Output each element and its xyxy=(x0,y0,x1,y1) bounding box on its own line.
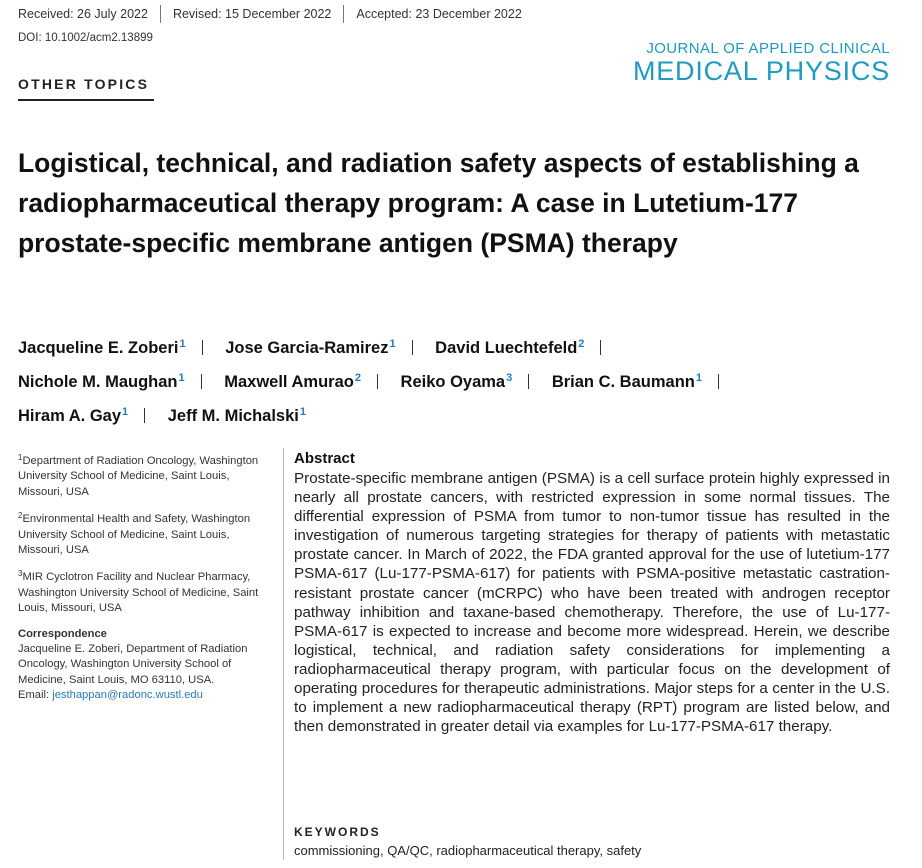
journal-name-line2: MEDICAL PHYSICS xyxy=(632,56,890,86)
affiliation xyxy=(18,450,273,500)
keywords-heading: KEYWORDS xyxy=(294,825,381,839)
correspondence-heading: Correspondence xyxy=(18,627,107,640)
author-affiliation-ref[interactable]: 1 xyxy=(695,372,702,384)
date-separator xyxy=(160,5,161,23)
author-affiliation-ref[interactable]: 1 xyxy=(389,338,396,350)
article-title: Logistical, technical, and radiation safety aspects of establishing a radiopharmaceutical therapy program: A case in Lutetium-177 prostate-specific membrane antigen (PSMA) therapy xyxy=(18,148,859,258)
revised-date: Revised: 15 December 2022 xyxy=(172,7,332,21)
author[interactable] xyxy=(435,339,584,357)
author-affiliation-ref[interactable]: 1 xyxy=(178,372,185,384)
author[interactable] xyxy=(18,339,186,357)
author-separator xyxy=(144,408,145,423)
author-name: Brian C. Baumann xyxy=(551,373,695,391)
author-affiliation-ref[interactable]: 2 xyxy=(354,372,361,384)
author[interactable] xyxy=(168,407,306,425)
affiliation-text: Environmental Health and Safety, Washington University School of Medicine, Saint Louis, Missouri, USA xyxy=(18,513,251,557)
journal-name-line1: JOURNAL OF APPLIED CLINICAL xyxy=(646,40,890,57)
author-separator xyxy=(377,374,378,389)
author[interactable] xyxy=(552,373,702,391)
author-affiliation-ref[interactable]: 2 xyxy=(578,338,585,350)
author-affiliation-ref[interactable]: 3 xyxy=(506,372,513,384)
section-label: OTHER TOPICS xyxy=(18,76,150,92)
author-separator xyxy=(412,340,413,355)
affiliation-text: MIR Cyclotron Facility and Nuclear Pharmacy, Washington University School of Medicine, Saint Louis, Missouri, USA xyxy=(18,571,259,615)
author-name: Jacqueline E. Zoberi xyxy=(18,339,179,357)
author-separator xyxy=(718,374,719,389)
author-name: Jose Garcia-Ramirez xyxy=(225,339,389,357)
affiliation-number: 1 xyxy=(18,453,23,462)
section-underline xyxy=(18,99,154,101)
author[interactable] xyxy=(18,407,128,425)
author-separator xyxy=(600,340,601,355)
email-label: Email: xyxy=(18,689,50,702)
author-name: David Luechtefeld xyxy=(435,339,578,357)
abstract-text: Prostate-specific membrane antigen (PSMA) is a cell surface protein highly expressed in nearly all prostate cancers, with restricted expression in some normal tissues. The differential expression of PSMA from tumor to non-tumor tissue has resulted in the investigation of numerous targeting strategies for therapy of patients with metastatic prostate cancer. In March of 2022, the FDA granted approval for the use of lutetium-177 PSMA-617 (Lu-177-PSMA-617) for patients with PSMA-positive metastatic castration-resistant prostate cancer (mCRPC) who have been treated with androgen receptor pathway inhibition and taxane-based chemotherapy. Therefore, the use of Lu-177-PSMA-617 is expected to increase and become more widespread. Herein, we describe logistical, technical, and radiation safety considerations for implementing a radiopharmaceutical therapy program, with particular focus on the development of operating procedures for therapeutic administrations. Major steps for a center in the U.S. to implement a new radiopharmaceutical therapy (RPT) program are listed below, and then demonstrated in greater detail via examples for Lu-177-PSMA-617 therapy. xyxy=(294,470,890,736)
author-name: Maxwell Amurao xyxy=(224,373,354,391)
keywords-text: commissioning, QA/QC, radiopharmaceutical therapy, safety xyxy=(294,843,642,858)
author-affiliation-ref[interactable]: 1 xyxy=(122,406,129,418)
author-separator xyxy=(528,374,529,389)
author[interactable] xyxy=(18,373,185,391)
column-divider xyxy=(283,448,284,860)
email-link[interactable]: jesthappan@radonc.wustl.edu xyxy=(52,689,203,702)
author-separator xyxy=(201,374,202,389)
abstract-heading: Abstract xyxy=(294,450,355,467)
correspondence-address: Jacqueline E. Zoberi, Department of Radiation Oncology, Washington University School of Medicine, Saint Louis, MO 63110, USA. xyxy=(18,643,248,686)
author[interactable] xyxy=(225,339,395,357)
author-name: Jeff M. Michalski xyxy=(167,407,299,425)
author-name: Reiko Oyama xyxy=(400,373,506,391)
affiliation-number: 3 xyxy=(18,569,23,579)
doi: DOI: 10.1002/acm2.13899 xyxy=(18,32,153,44)
correspondence-email-line xyxy=(18,688,273,703)
author-separator xyxy=(202,340,203,355)
article-dates xyxy=(18,5,522,23)
affiliation xyxy=(18,566,273,616)
affiliation-text: Department of Radiation Oncology, Washington University School of Medicine, Saint Louis, Missouri, USA xyxy=(18,455,259,498)
author-affiliation-ref[interactable]: 1 xyxy=(299,406,306,418)
author-name: Hiram A. Gay xyxy=(18,407,122,425)
author[interactable] xyxy=(401,373,513,391)
author-list xyxy=(18,329,898,431)
date-separator xyxy=(343,5,344,23)
author-affiliation-ref[interactable]: 1 xyxy=(179,338,186,350)
author[interactable] xyxy=(224,373,361,391)
received-date: Received: 26 July 2022 xyxy=(18,7,148,21)
author-name: Nichole M. Maughan xyxy=(18,373,178,391)
journal-logo xyxy=(633,40,890,85)
affiliations-column xyxy=(18,450,273,704)
accepted-date: Accepted: 23 December 2022 xyxy=(356,7,522,21)
affiliation xyxy=(18,508,273,558)
affiliation-number: 2 xyxy=(18,511,23,521)
